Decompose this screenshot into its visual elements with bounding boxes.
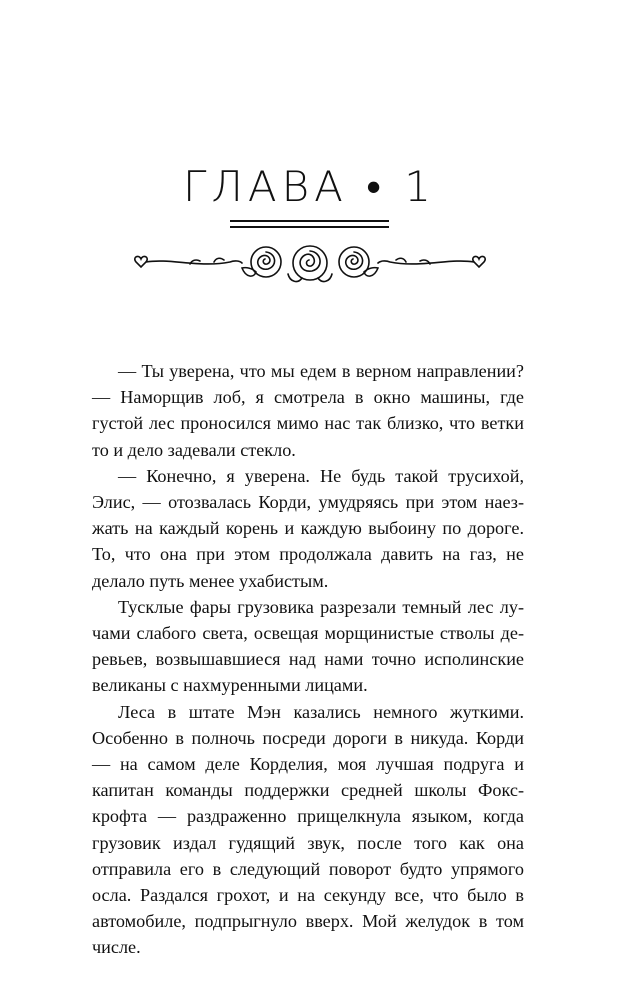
title-rule-bottom	[230, 226, 389, 228]
paragraph: — Ты уверена, что мы едем в верном направлении? — Наморщив лоб, я смотрела в окно машины, где густой лес проносился мимо нас так близко, что ветки то и дело задевали стекло.	[92, 361, 524, 460]
chapter-title: ГЛАВА • 1	[182, 162, 437, 211]
rose-vine-ornament-icon	[130, 238, 490, 288]
paragraph: Тусклые фары грузовика разрезали темный лес лучами слабого света, освещая морщинистые стволы деревьев, возвышавшиеся над нами точно исполинские великаны с нахмуренными лицами.	[92, 596, 524, 696]
paragraph: Леса в штате Мэн казались немного жуткими. Особенно в полночь посреди дороги в никуда. Корди — на самом деле Корделия, моя лучшая подруга и капитан команды поддержки средней школы Фокскрофта — раздраженно прищелкнула языком, когда грузовик издал гудящий звук, после того как она отправила его в следующий поворот будто упрямого осла. Раздался грохот, и на секунду все, что было в автомобиле, подпрыгнуло вверх. Мой желудок в том числе.	[92, 701, 524, 958]
title-rule-top	[230, 220, 389, 222]
chapter-text	[92, 358, 524, 961]
paragraph: — Конечно, я уверена. Не будь такой трусихой, Элис, — отозвалась Корди, умудряясь при этом наезжать на каждый корень и каждую выбоину по дороге. То, что она при этом продолжала давить на газ, не делало путь менее ухабистым.	[92, 465, 524, 591]
